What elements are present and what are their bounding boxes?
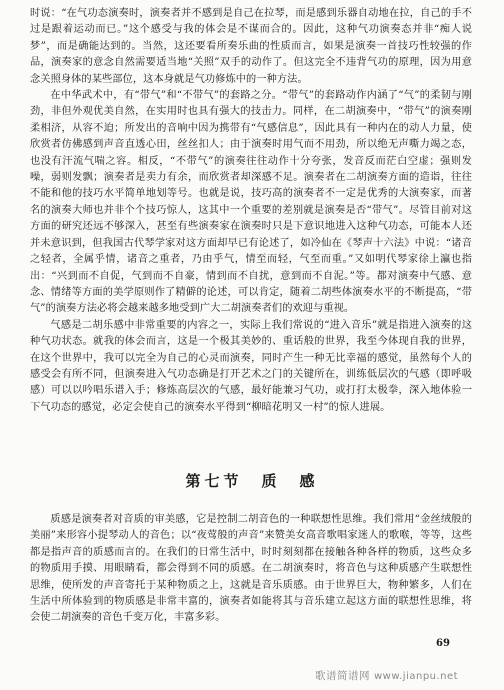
section-paragraph-texture: 质感是演奏者对音质的审美感，它是控制二胡音色的一种联想性思维。我们常用“金丝绒般的美丽”来形容小提琴动人的音色；以“夜莺般的声音”来赞美女高音歌唱家迷人的歌喉，等等，这些都是指声音的质感而言的。在我们的日常生活中，时时刻刻都在接触各种各样的物质，这些众多的物质用手摸、用眼睛看，都会得到不同的质感。在二胡演奏时，将音色与这种质感产生联想性思维，使所发的声音寄托于某种物质之上，这就是音乐质感。由于世界巨大，物种繁多，人们在生活中所体验到的物质感是非常丰富的，演奏者如能将其与音乐建立起这方面的联想性思维，将会使二胡演奏的音色千变万化，丰富多彩。 <box>30 514 472 624</box>
section-title: 第七节 质 感 <box>185 472 319 490</box>
intro-paragraph: 时说：“在气功态演奏时，演奏者并不感到是自己在拉琴，而是感到乐器自动地在拉，自己的手不过是跟着运动而已。”这个感受与我的体会是不谋而合的。因此，这种气功演奏态并非“痴人说梦”，而是确能达到的。当然，这还要看所奏乐曲的性质而言，如果是演奏一首技巧性较强的作品，演奏家的意念自然需要适当地“关照”双手的动作了。但这完全不违背气功的原理，因为用意念关照身体的某些部位，这本身就是气功修炼中的一种方法。 <box>30 8 472 85</box>
paragraph-qi-sense: 气感是二胡乐感中非常重要的内容之一，实际上我们常说的“进入音乐”就是指进入演奏的这种气功状态。就我的体会而言，这是一个极其美妙的、重话般的世界，我至今体现自我的世界，在这个世界中，我可以完全为自己的心灵而演奏，同时产生一种无比幸福的感觉，虽然每个人的感受会有所不同，但演奏进入气功态确是打开艺术之门的关键所在，训练低层次的气感（即呼吸感）可以以吟唱乐谱入手；修炼高层次的气感，最好能兼习气功，或打打太极拳，深入地体验一下气功态的感觉，必定会使自己的演奏水平得到“柳暗花明又一村”的惊人进展。 <box>30 319 472 413</box>
watermark <box>315 668 458 683</box>
paragraph-qi-in-martial-arts: 在中华武术中，有“带气”和“不带气”的套路之分。“带气”的套路动作内涵了“气”的柔韧与刚劲，非但外观优美自然，在实用时也具有强大的技击力。同样，在二胡演奏中，“带气”的演奏刚柔相济，从容不迫；所发出的音响中因为携带有“气感信息”，因此具有一种内在的动人力量，使欣赏者仿佛感到声音直透心田，丝丝扣人；由于演奏时用气而不用劲，所以绝无声嘶力竭之态，也没有汗流气喘之容。相反，“不带气”的演奏往往动作十分夸张，发音反而茫白空虚；强则发噪，弱则发飘；演奏者是卖力有余，而欣赏者却深感不足。演奏者在二胡演奏方面的造诣，往往不能和他的技巧水平简单地划等号。也就是说，技巧高的演奏者不一定是优秀的大演奏家，而著名的演奏大师也并非个个技巧惊人，这其中一个重要的差别就是演奏是否“带气”。尽管目前对这方面的研究还远不够深入，甚至有些演奏家在演奏时只是下意识地进入这种气功态，可能本人还并未意识到，但我国古代琴学家对这方面却早已有论述了，如冷仙在《琴声十六法》中说：“诸音之轻者，全属乎情，诸音之重者，乃由乎气，情至而轻，气至而重。”又如明代琴家徐上瀛也指出：“兴到而不自促，气到而不自豪，情到而不自扰，意到而不自泥。”等。都对演奏中气感、意念、情绪等方面的美学原则作了精僻的论述，可以肯定，随着二胡些体演奏水平的不断提高，“带气”的演奏方法必将会越来越多地受到广大二胡演奏者们的欢迎与重视。 <box>30 90 472 315</box>
body-text-block <box>30 6 472 416</box>
page-number: 69 <box>436 638 450 649</box>
watermark-text: 歌谱简谱网 <box>315 670 370 682</box>
section-text-block <box>30 512 472 627</box>
watermark-url: www.jianpu.net <box>374 671 459 682</box>
